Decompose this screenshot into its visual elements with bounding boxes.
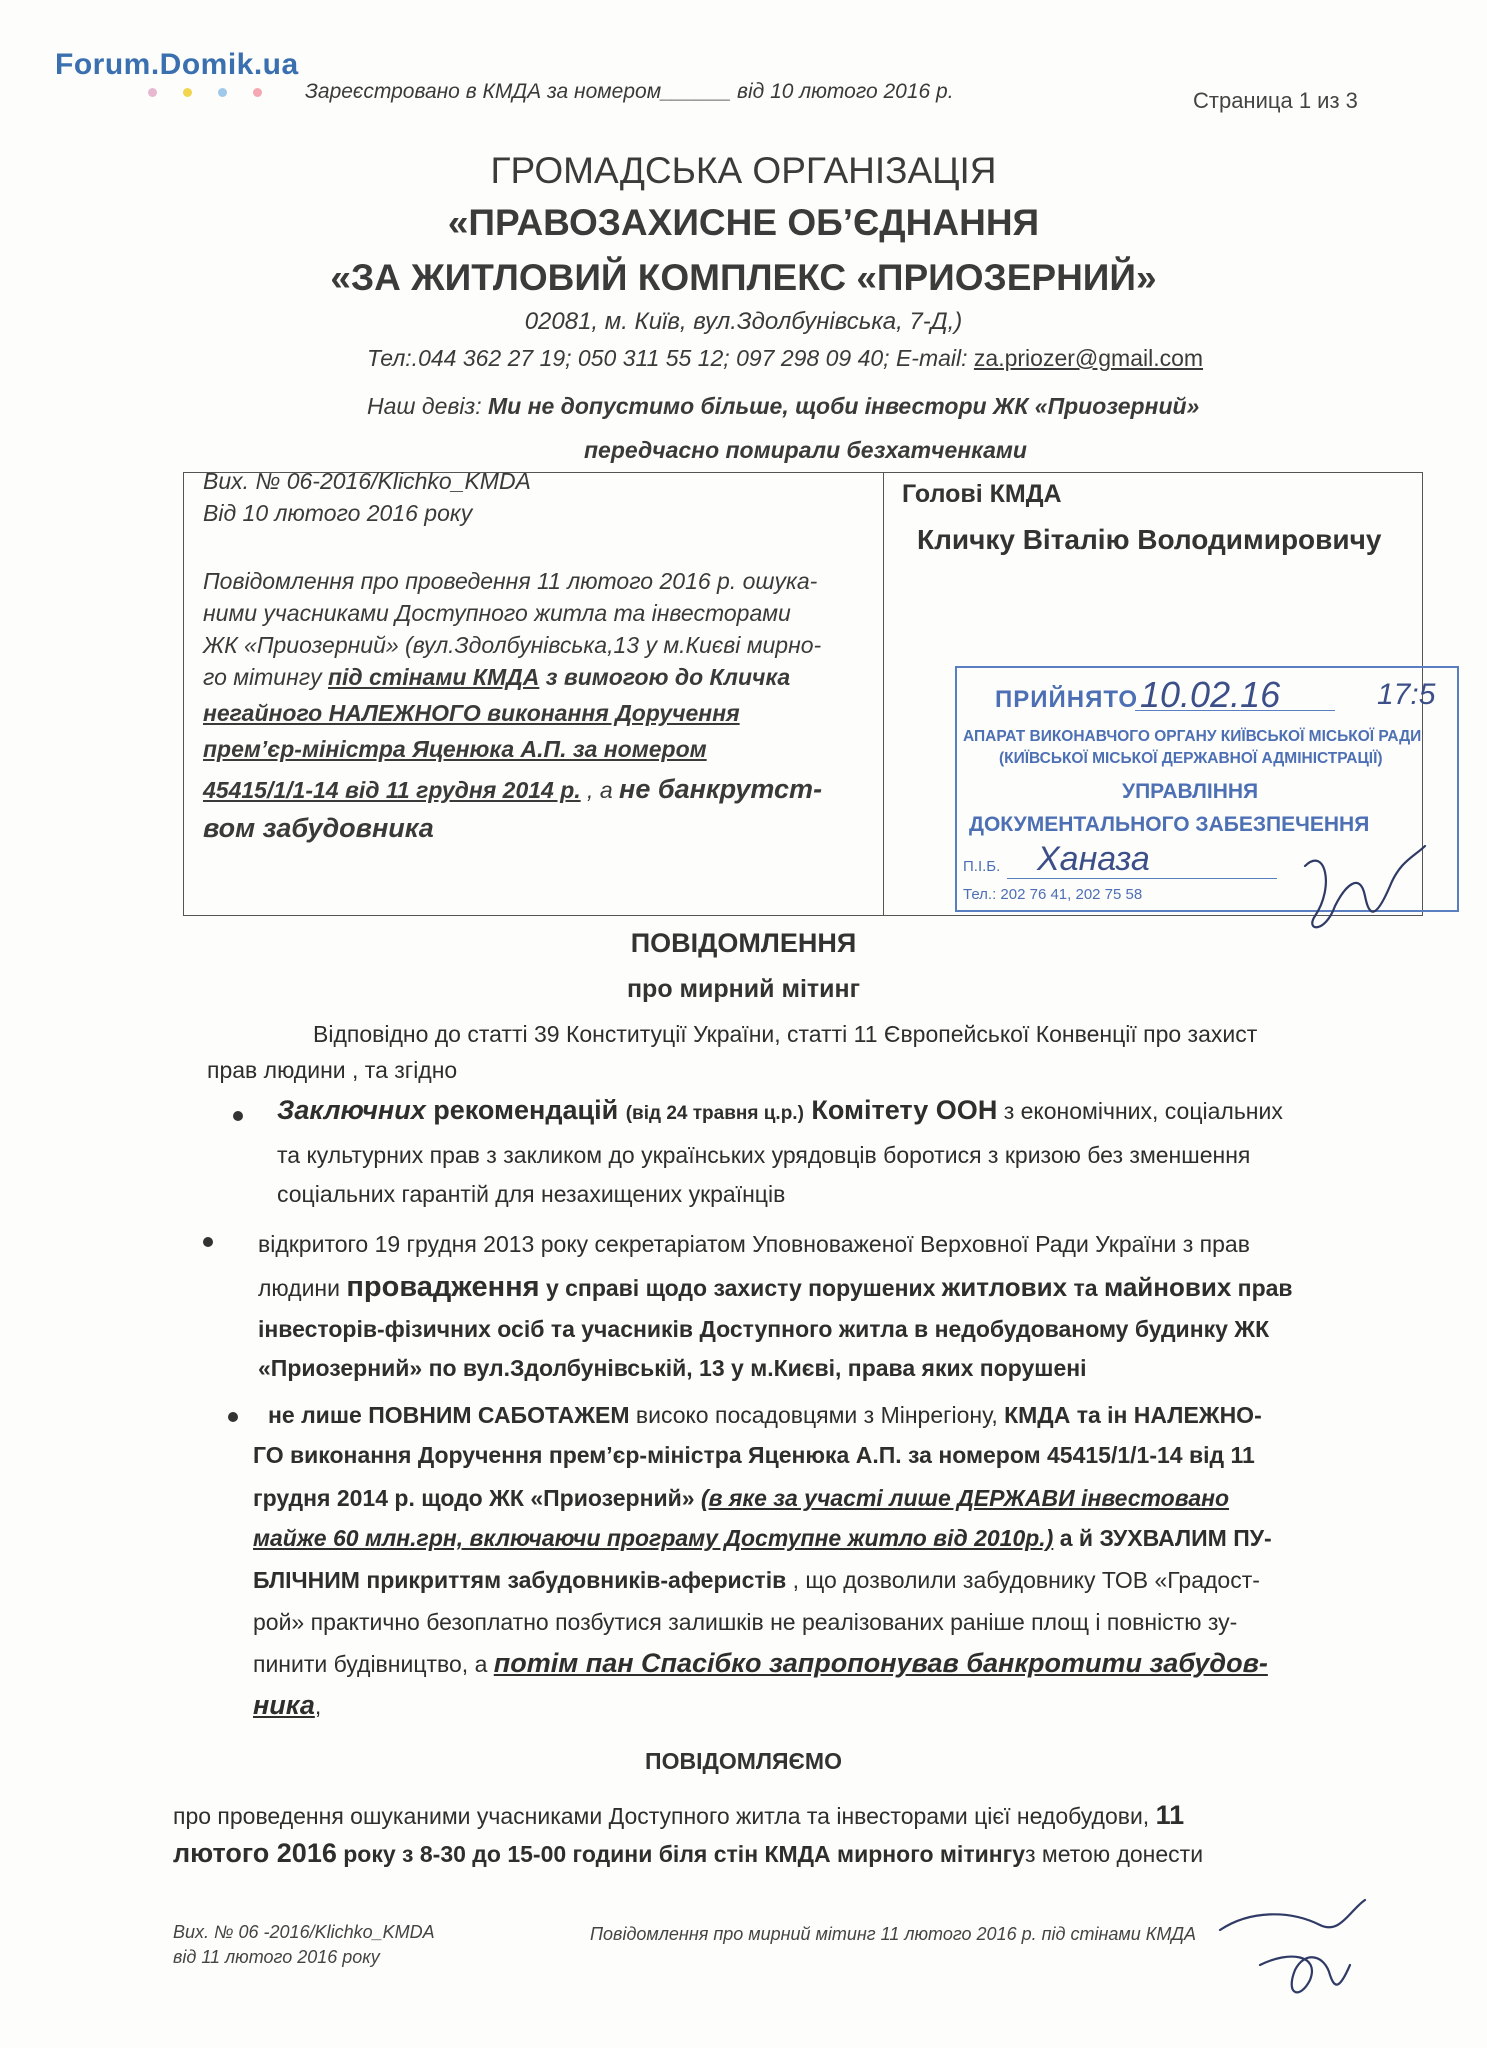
subject-line: прем’єр-міністра Яценюка А.П. за номером [203, 736, 707, 762]
bullet1-line2: та культурних прав з закликом до українських урядовців боротися з кризою без зменшення [277, 1142, 1251, 1168]
bullet3-fragment: потім пан Спасібко запропонував банкротити забудов- [493, 1648, 1268, 1678]
addressee-name: Кличку Віталію Володимировичу [917, 524, 1382, 555]
org-motto [367, 393, 1199, 420]
subject-line: вом забудовника [203, 813, 434, 843]
org-email[interactable]: za.priozer@gmail.com [973, 345, 1204, 371]
bullet3-fragment: ПОВНИМ САБОТАЖЕМ [368, 1402, 630, 1428]
motto-label: Наш девіз: [367, 393, 488, 419]
bullet3-fragment: , що дозволили забудовнику ТОВ «Градост- [786, 1567, 1260, 1593]
page-indicator: Страница 1 из 3 [1193, 88, 1358, 113]
addressee-title: Голові КМДА [902, 480, 1062, 508]
org-address: 02081, м. Київ, вул.Здолбунівська, 7-Д,) [524, 308, 963, 335]
bullet3-fragment: майже 60 млн.грн, включаючи програму Доступне житло від 2010р.) [253, 1525, 1054, 1551]
bullet1-fragment: з економічних, соціальних [997, 1098, 1283, 1124]
footer-out-number: Вих. № 06 -2016/Klichko_KMDA [173, 1922, 435, 1942]
stamp-line1: АПАРАТ ВИКОНАВЧОГО ОРГАНУ КИЇВСЬКОЇ МІСЬКОЇ РАДИ [963, 728, 1422, 745]
bullet-dot [233, 1111, 243, 1121]
watermark-logo: Forum.Domik.ua [55, 48, 299, 81]
bullet2-fragment: майнових [1103, 1272, 1232, 1302]
bullet3-line3 [253, 1485, 1229, 1512]
bullet2-line3: інвесторів-фізичних осіб та учасників Доступного житла в недобудованому будинку ЖК [258, 1316, 1270, 1342]
bullet2-fragment: та [1067, 1275, 1104, 1301]
subject-line [203, 773, 822, 806]
bullet3-line6: рой» практично безоплатно позбутися залишків не реалізованих раніше площ і повністю зу- [253, 1609, 1238, 1635]
stamp-tel: Тел.: 202 76 41, 202 75 58 [963, 886, 1143, 903]
watermark-dot [218, 88, 227, 97]
outgoing-date: Від 10 лютого 2016 року [203, 500, 473, 526]
stamp-date-underline [1135, 710, 1335, 711]
bullet1-fragment: Комітету ООН [803, 1095, 998, 1125]
org-header-line2: «ПРАВОЗАХИСНЕ ОБ’ЄДНАННЯ [447, 202, 1040, 243]
stamp-received-time: 17:5 [1377, 678, 1436, 711]
stamp-pib-label: П.І.Б. [963, 858, 1001, 875]
bullet3-fragment: а й [1053, 1525, 1100, 1551]
bullet2-line4: «Приозерний» по вул.Здолбунівській, 13 у м.Києві, права яких порушені [258, 1355, 1087, 1381]
bullet3-fragment: грудня 2014 р. щодо ЖК «Приозерний» [253, 1485, 701, 1511]
bullet-dot [228, 1412, 238, 1422]
bullet1-fragment: рекомендацій [425, 1095, 626, 1125]
subject-fragment: не банкрутст- [619, 774, 823, 804]
bullet3-fragment: ЗУХВАЛИМ ПУ- [1099, 1525, 1272, 1551]
subject-fragment: з вимогою до Кличка [539, 664, 791, 690]
bullet1-fragment: Заключних [277, 1095, 426, 1125]
stamp-line4: ДОКУМЕНТАЛЬНОГО ЗАБЕЗПЕЧЕННЯ [969, 813, 1370, 836]
stamp-received-label: ПРИЙНЯТО [995, 686, 1139, 713]
notify-fragment: 11 [1155, 1800, 1185, 1830]
footer-caption: Повідомлення про мирний мітинг 11 лютого 2016 р. під стінами КМДА [590, 1924, 1196, 1944]
bullet3-fragment: , [314, 1693, 322, 1719]
org-header-line3: «ЗА ЖИТЛОВИЙ КОМПЛЕКС «ПРИОЗЕРНИЙ» [330, 257, 1157, 298]
bullet2-line2 [258, 1271, 1293, 1304]
watermark-dot [253, 88, 262, 97]
stamp-pib-name: Ханаза [1037, 840, 1150, 878]
bullet3-line4 [253, 1525, 1272, 1552]
motto-text-2: передчасно помирали безхатченками [584, 437, 1027, 463]
bullet1-line3: соціальних гарантій для незахищених українців [277, 1181, 786, 1207]
bullet3-line2: ГО виконання Доручення прем’єр-міністра Яценюка А.П. за номером 45415/1/1-14 від 11 [253, 1442, 1255, 1468]
org-header-line1: ГРОМАДСЬКА ОРГАНІЗАЦІЯ [490, 150, 997, 191]
motto-text-1: Ми не допустимо більше, щоби інвестори ЖК «Приозерний» [487, 393, 1200, 419]
notify-line1 [173, 1800, 1184, 1831]
notify-fragment: з метою донести [1024, 1841, 1204, 1867]
bullet2-fragment: у справі щодо захисту порушених [539, 1275, 942, 1301]
notify-fragment: лютого 2016 [173, 1838, 337, 1868]
notice-title: ПОВІДОМЛЕННЯ [630, 928, 857, 958]
outgoing-number: Вих. № 06-2016/Klichko_KMDA [203, 468, 531, 494]
org-phones: Тел:.044 362 27 19; 050 311 55 12; 097 298 09 40; E-mail: [367, 345, 974, 371]
footer-signature [1200, 1870, 1440, 2020]
stamp-received-date: 10.02.16 [1140, 674, 1281, 715]
notice-subtitle: про мирний мітинг [626, 975, 861, 1003]
bullet3-fragment: прикриттям забудовників-аферистів [359, 1567, 787, 1593]
bullet3-fragment: БЛІЧНИМ [253, 1567, 360, 1593]
notify-fragment: року з 8-30 до 15-00 години біля стін КМДА мирного мітингу [336, 1841, 1025, 1867]
bullet1-fragment: (від 24 травня ц.р.) [625, 1103, 804, 1124]
bullet3-fragment: високо посадовцями з Мінрегіону, [629, 1402, 1005, 1428]
bullet2-fragment: прав [1231, 1275, 1293, 1301]
bullet3-line7 [253, 1648, 1268, 1679]
stamp-pib-underline [1007, 878, 1277, 879]
bullet3-line1 [268, 1402, 1262, 1429]
bullet2-line1: відкритого 19 грудня 2013 року секретаріатом Уповноваженої Верховної Ради України з прав [258, 1231, 1250, 1257]
subject-fragment: го мітингу [203, 664, 328, 690]
bullet3-fragment: КМДА та ін НАЛЕЖНО- [1004, 1402, 1262, 1428]
bullet-dot [203, 1237, 213, 1247]
notify-fragment: про проведення ошуканими учасниками Доступного житла та інвесторами цієї недобудови, [173, 1803, 1156, 1829]
subject-fragment: під стінами КМДА [327, 664, 540, 690]
watermark-dots [148, 84, 288, 102]
subject-line: Повідомлення про проведення 11 лютого 2016 р. ошука- [203, 568, 818, 594]
bullet2-fragment: житлових [941, 1272, 1068, 1302]
notify-title: ПОВІДОМЛЯЄМО [645, 1748, 842, 1774]
bullet2-fragment: людини [258, 1275, 347, 1301]
bullet3-fragment: ника [253, 1690, 315, 1720]
bullet2-fragment: провадження [346, 1271, 540, 1303]
bullet3-fragment: (в яке за участі лише ДЕРЖАВИ інвестовано [700, 1485, 1230, 1511]
stamp-line2: (КИЇВСЬКОЇ МІСЬКОЇ ДЕРЖАВНОЇ АДМІНІСТРАЦІЇ) [999, 750, 1383, 767]
bullet3-fragment: не лише [268, 1402, 369, 1428]
registration-line: Зареєстровано в КМДА за номером______ від 10 лютого 2016 р. [305, 80, 954, 103]
subject-fragment: 45415/1/1-14 від 11 грудня 2014 р. [203, 777, 581, 803]
watermark-dot [183, 88, 192, 97]
notify-line2 [173, 1838, 1203, 1869]
intro-line1: Відповідно до статті 39 Конституції України, статті 11 Європейської Конвенції про захист [313, 1021, 1258, 1047]
footer-out-date: від 11 лютого 2016 року [173, 1947, 380, 1967]
bullet3-fragment: пинити будівництво, а [253, 1651, 494, 1677]
subject-line [203, 661, 790, 693]
reference-box-divider [883, 472, 884, 916]
stamp-line3: УПРАВЛІННЯ [1122, 780, 1259, 803]
watermark-dot [148, 88, 157, 97]
bullet3-line8 [253, 1690, 321, 1721]
subject-line: ними учасниками Доступного житла та інвесторами [203, 600, 791, 626]
bullet3-line5 [253, 1567, 1260, 1594]
intro-line2: прав людини , та згідно [207, 1057, 458, 1083]
subject-fragment: , а [580, 777, 620, 803]
bullet1-line1 [277, 1095, 1283, 1126]
subject-line: негайного НАЛЕЖНОГО виконання Доручення [203, 700, 740, 726]
subject-line: ЖК «Приозерний» (вул.Здолбунівська,13 у м.Києві мирно- [203, 632, 822, 658]
org-contacts [367, 345, 1203, 372]
